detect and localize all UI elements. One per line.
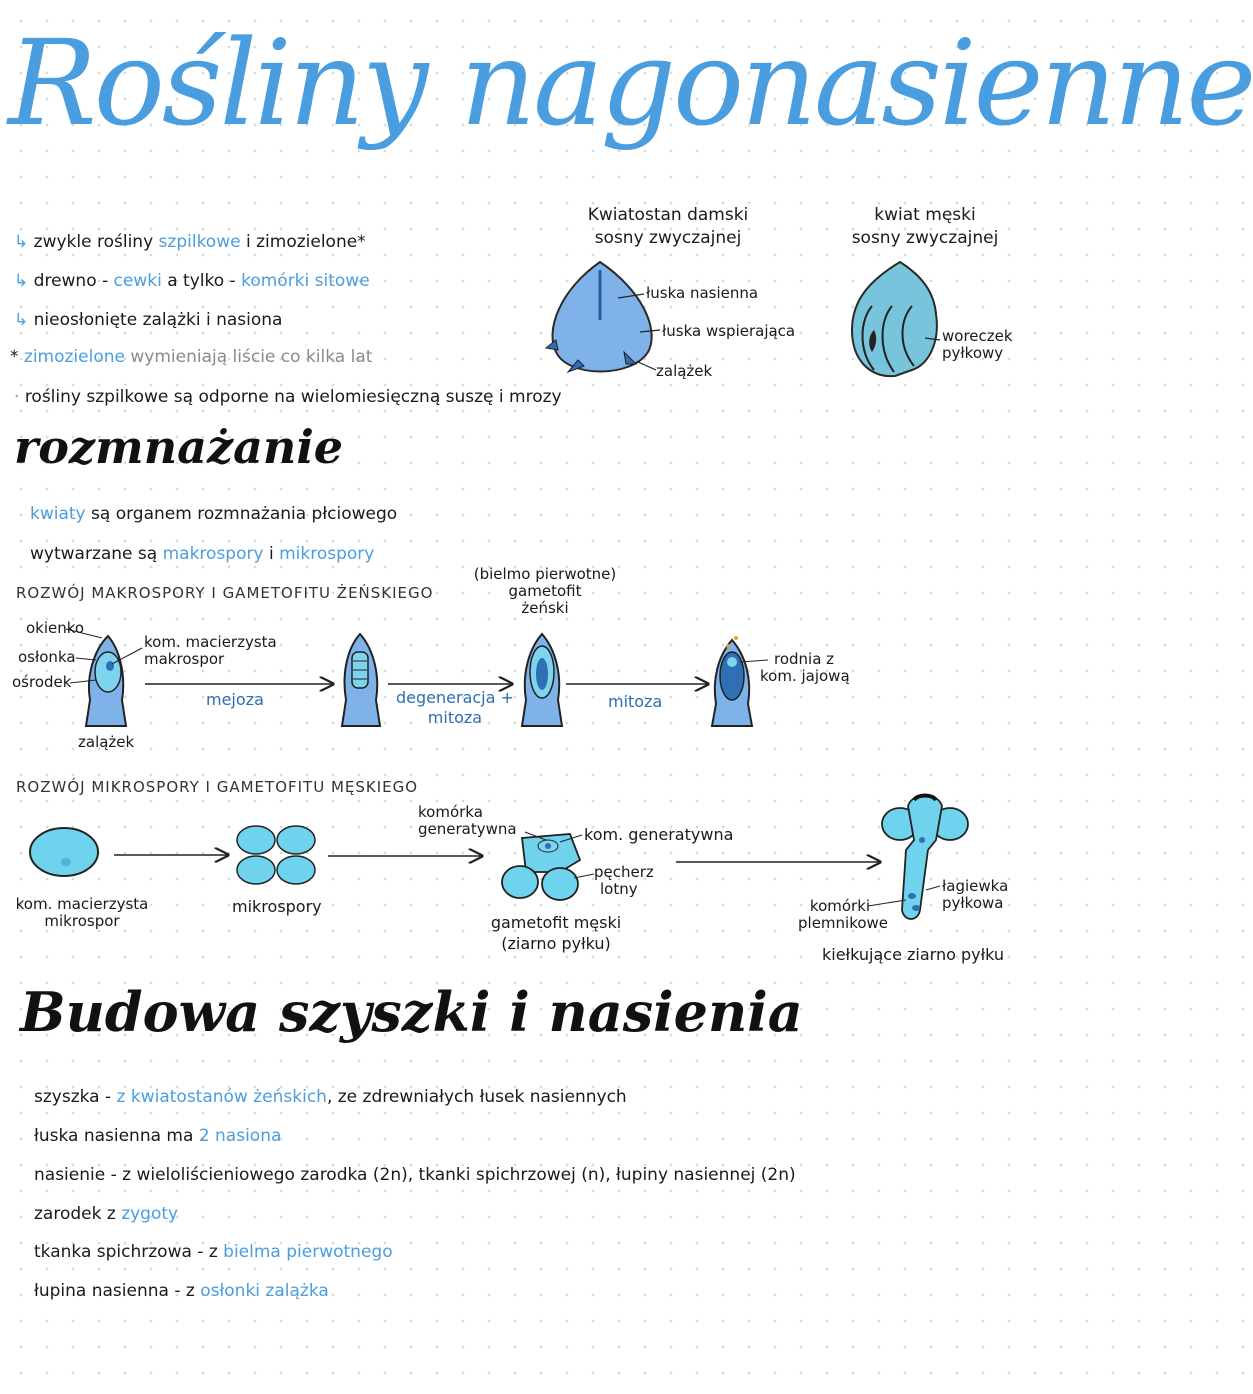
label-sperm-cells: komórki plemnikowe bbox=[798, 897, 889, 932]
female-cone-title: Kwiatostan damski sosny zwyczajnej bbox=[587, 205, 749, 248]
label-pollen-sac: woreczek pyłkowy bbox=[942, 327, 1013, 362]
label-microspores: mikrospory bbox=[232, 897, 322, 916]
intro-line-3: ↳ nieosłonięte zalążki i nasiona bbox=[14, 310, 283, 330]
label-seed-scale: łuska nasienna bbox=[646, 284, 759, 302]
microspore-heading: ROZWÓJ MIKROSPORY I GAMETOFITU MĘSKIEGO bbox=[16, 778, 419, 796]
label-generative-cell: kom. generatywna bbox=[584, 825, 734, 844]
label-microspore-mother-cell: kom. macierzysta mikrospor bbox=[15, 895, 149, 930]
label-degeneration-mitosis: degeneracja + mitoza bbox=[396, 688, 514, 727]
intro-line-4: * zimozielone wymieniają liście co kilka lat bbox=[10, 347, 373, 367]
label-meiosis: mejoza bbox=[206, 690, 264, 709]
label-micropyle: okienko bbox=[26, 619, 85, 637]
page-title: Rośliny nagonasienne bbox=[8, 14, 1253, 152]
intro-line-5: · rośliny szpilkowe są odporne na wielomiesięczną suszę i mrozy bbox=[14, 387, 562, 407]
label-pollen-tube: łagiewka pyłkowa bbox=[942, 877, 1009, 912]
label-bract-scale: łuska wspierająca bbox=[662, 322, 796, 340]
repro-line-1: kwiaty są organem rozmnażania płciowego bbox=[30, 504, 398, 524]
female-cone-drawing bbox=[546, 262, 660, 372]
male-cone-title: kwiat męski sosny zwyczajnej bbox=[851, 205, 999, 248]
label-megaspore-mother-cell: kom. macierzysta makrospor bbox=[144, 633, 277, 668]
section-heading-structure: Budowa szyszki i nasienia bbox=[20, 980, 803, 1044]
structure-line-2: łuska nasienna ma 2 nasiona bbox=[34, 1126, 282, 1146]
label-archegonium: rodnia z kom. jajową bbox=[760, 650, 850, 685]
structure-line-4: zarodek z zygoty bbox=[34, 1204, 179, 1224]
label-germinating-pollen: kiełkujące ziarno pyłku bbox=[822, 945, 1005, 964]
structure-line-5: tkanka spichrzowa - z bielma pierwotnego bbox=[34, 1242, 393, 1262]
bullet-arrow-icon: ↳ bbox=[14, 271, 29, 291]
structure-line-1: szyszka - z kwiatostanów żeńskich, ze zdrewniałych łusek nasiennych bbox=[34, 1087, 627, 1107]
bullet-arrow-icon: ↳ bbox=[14, 310, 29, 330]
label-ovule: zalążek bbox=[656, 362, 713, 380]
label-air-bladder: pęcherz lotny bbox=[594, 863, 654, 898]
section-heading-reproduction: rozmnażanie bbox=[14, 420, 344, 474]
bullet-arrow-icon: ↳ bbox=[14, 232, 29, 252]
intro-line-1: ↳ zwykle rośliny szpilkowe i zimozielone* bbox=[14, 232, 366, 252]
male-cone-drawing bbox=[852, 262, 940, 376]
label-integument: osłonka bbox=[18, 648, 76, 666]
asterisk-icon: * bbox=[10, 347, 19, 367]
label-nucellus: ośrodek bbox=[12, 673, 72, 691]
label-female-gametophyte: (bielmo pierwotne) gametofit żeński bbox=[473, 565, 617, 617]
intro-line-2: ↳ drewno - cewki a tylko - komórki sitowe bbox=[14, 271, 370, 291]
macrospore-heading: ROZWÓJ MAKROSPORY I GAMETOFITU ŻEŃSKIEGO bbox=[16, 584, 434, 602]
label-generative-cell-small: komórka generatywna bbox=[418, 803, 517, 838]
bullet-dots-icon: · bbox=[14, 387, 20, 407]
label-ovule-macro: zalążek bbox=[78, 733, 135, 751]
structure-line-6: łupina nasienna - z osłonki zalążka bbox=[34, 1281, 329, 1301]
label-male-gametophyte: gametofit męski (ziarno pyłku) bbox=[490, 913, 622, 953]
label-mitosis: mitoza bbox=[608, 692, 663, 711]
repro-line-2: wytwarzane są makrospory i mikrospory bbox=[30, 544, 375, 564]
structure-line-3: nasienie - z wieloliścieniowego zarodka (2n), tkanki spichrzowej (n), łupiny nasiennej (2n) bbox=[34, 1165, 796, 1185]
